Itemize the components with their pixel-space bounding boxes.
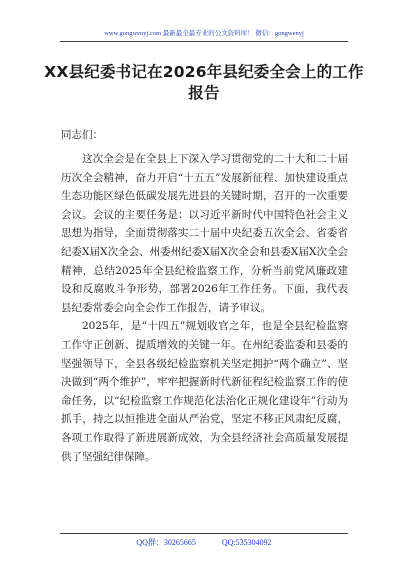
paragraph-2: 2025年，是“十四五”规划收官之年，也是全县纪检监察工作守正创新、提质增效的关键一年。在州纪委监委和县委的坚强领导下，全县各级纪检监察机关坚定拥护“两个确立”、坚决做到“两个维护”，牢牢把握新时代新征程纪检监察工作的使命任务，以“纪检监察工作规范化法治化正规化建设年”行动为抓手，持之以恒推进全面从严治党，坚定不移正风肃纪反腐，各项工作取得了新进展新成效，为全县经济社会高质量发展提供了坚强纪律保障。 (61, 320, 348, 463)
page-footer (0, 537, 408, 548)
document-body (61, 150, 348, 466)
footer-qq: QQ:535304092 (221, 538, 272, 547)
header-divider (60, 41, 348, 42)
footer-qq-group: QQ群：30265665 (136, 538, 196, 547)
page-header: www.gongwenyj.com 最新最全最专业的公文资料库！ 微信：gongwenyj (104, 30, 304, 37)
footer-divider (60, 533, 348, 534)
greeting: 同志们： (61, 129, 103, 141)
document-title: XX县纪委书记在2026年县纪委全会上的工作报告 (44, 63, 364, 102)
paragraph-1: 这次全会是在全县上下深入学习贯彻党的二十大和二十届历次全会精神，奋力开启“十五五”发展新征程、加快建设重点生态功能区绿色低碳发展先进县的关键时期，召开的一次重要会议。会议的主要任务是：以习近平新时代中国特色社会主义思想为指导，全面贯彻落实二十届中央纪委五次全会、省委省纪委X届X次全会、州委州纪委X届X次全会和县委X届X次全会精神，总结2025年全县纪检监察工作，分析当前党风廉政建设和反腐败斗争形势，部署2026年工作任务。下面，我代表县纪委常委会向全会作工作报告，请予审议。 (61, 153, 348, 314)
